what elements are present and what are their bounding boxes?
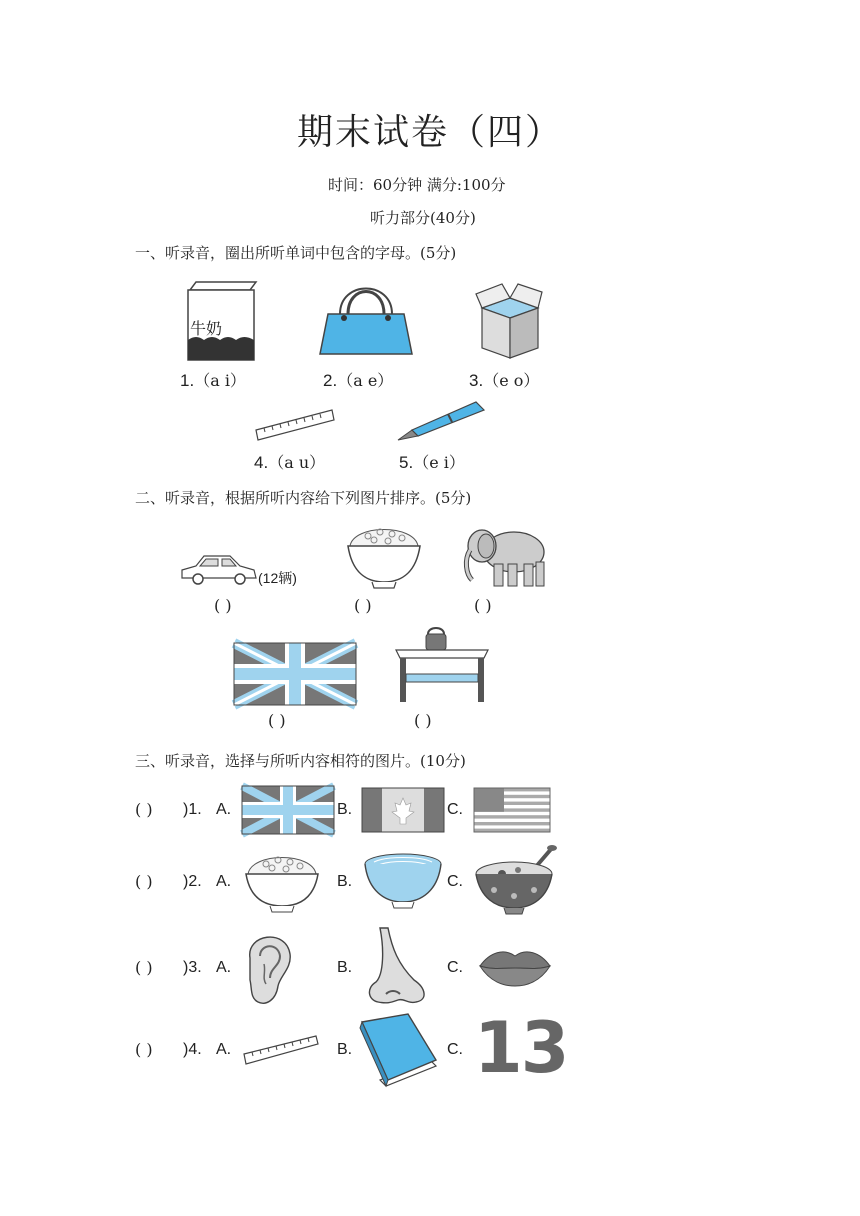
q2-answer-blank[interactable]: ( ) (135, 872, 153, 891)
s1-item-4: 4.（a u） (254, 453, 326, 472)
q1-uk-flag-icon[interactable] (242, 786, 334, 834)
car-count-caption: (12辆) (258, 570, 297, 586)
q2-rice-icon[interactable] (242, 850, 322, 914)
desk-picture (392, 626, 492, 706)
s1-item-2: 2.（a e） (323, 371, 394, 390)
q3-number: )3. (183, 959, 202, 976)
q4-option-c-label: C. (447, 1041, 463, 1058)
uk-flag-picture (234, 643, 356, 705)
page-title: 期末试卷（四） (296, 112, 563, 153)
q1-usa-flag-icon[interactable] (474, 788, 550, 832)
q2-noodles-icon[interactable] (362, 850, 444, 912)
q3-option-c-label: C. (447, 959, 463, 976)
q2-number: )2. (183, 873, 202, 890)
s2-blank-flag[interactable]: ( ) (268, 711, 286, 730)
q4-number: )4. (183, 1041, 202, 1058)
rice-bowl-picture (344, 520, 424, 590)
q1-option-a-label: A. (216, 801, 232, 818)
q1-number: )1. (183, 801, 202, 818)
q1-answer-blank[interactable]: ( ) (135, 800, 153, 819)
q2-option-b-label: B. (337, 873, 353, 890)
box-picture (474, 280, 544, 362)
q4-answer-blank[interactable]: ( ) (135, 1040, 153, 1059)
q3-answer-blank[interactable]: ( ) (135, 958, 153, 977)
s2-blank-elephant[interactable]: ( ) (474, 596, 492, 615)
q3-option-b-label: B. (337, 959, 353, 976)
milk-carton-label: 牛奶 (190, 319, 223, 338)
section2-heading: 二、听录音，根据所听内容给下列图片排序。(5分) (135, 489, 472, 507)
section3-heading: 三、听录音，选择与所听内容相符的图片。(10分) (135, 752, 466, 770)
s2-blank-desk[interactable]: ( ) (414, 711, 432, 730)
listening-part-label: 听力部分(40分) (370, 209, 476, 227)
section1-heading: 一、听录音，圈出所听单词中包含的字母。(5分) (135, 244, 457, 262)
bag-picture (318, 284, 414, 360)
s1-item-3: 3.（e o） (469, 371, 540, 390)
q2-soup-icon[interactable] (472, 842, 560, 916)
q4-book-icon[interactable] (360, 1014, 440, 1086)
car-picture (178, 552, 258, 588)
q1-canada-flag-icon[interactable] (362, 788, 444, 832)
q4-number-13-picture[interactable]: 13 (474, 1007, 568, 1089)
s1-item-1: 1.（a i） (180, 371, 246, 390)
s2-blank-rice[interactable]: ( ) (354, 596, 372, 615)
s1-item-5: 5.（e i） (399, 453, 465, 472)
q1-option-c-label: C. (447, 801, 463, 818)
q4-ruler-icon[interactable] (242, 1032, 320, 1066)
q3-ear-icon[interactable] (240, 928, 296, 1008)
pen-picture (396, 400, 488, 444)
q4-option-b-label: B. (337, 1041, 353, 1058)
q1-option-b-label: B. (337, 801, 353, 818)
ruler-picture (254, 406, 336, 442)
time-info: 时间：60分钟 满分:100分 (328, 176, 506, 194)
q3-option-a-label: A. (216, 959, 232, 976)
q3-nose-icon[interactable] (358, 928, 438, 1006)
q4-option-a-label: A. (216, 1041, 232, 1058)
s2-blank-car[interactable]: ( ) (214, 596, 232, 615)
q2-option-c-label: C. (447, 873, 463, 890)
elephant-picture (460, 524, 550, 590)
q3-mouth-icon[interactable] (478, 946, 552, 986)
q2-option-a-label: A. (216, 873, 232, 890)
